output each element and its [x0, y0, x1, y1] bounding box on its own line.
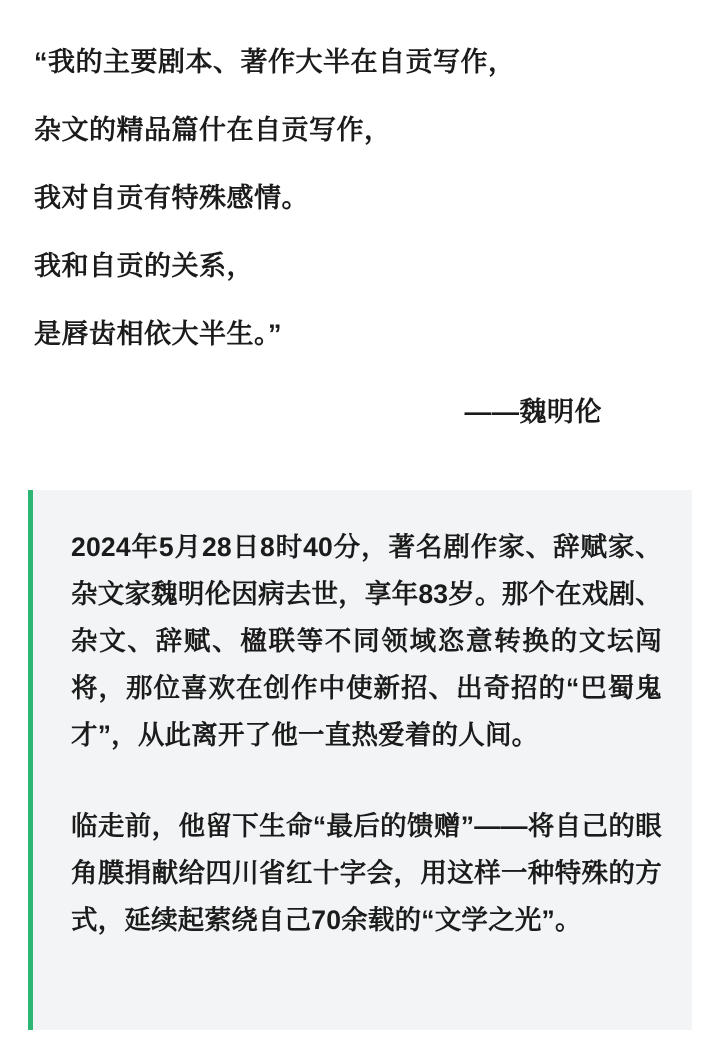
quote-attribution: ——魏明伦 [464, 397, 602, 427]
highlight-callout [28, 490, 692, 1030]
callout-paragraph-2: 临走前，他留下生命“最后的馈赠”——将自己的眼角膜捐献给四川省红十字会，用这样一种特殊的方式，延续起萦绕自己70余载的“文学之光”。 [71, 811, 662, 935]
quote-line-2: 杂文的精品篇什在自贡写作， [34, 115, 392, 145]
quote-line-3: 我对自贡有特殊感情。 [34, 183, 309, 213]
callout-paragraph-1: 2024年5月28日8时40分，著名剧作家、辞赋家、杂文家魏明伦因病去世，享年83岁。那个在戏剧、杂文、辞赋、楹联等不同领域恣意转换的文坛闯将，那位喜欢在创作中使新招、出奇招的“巴蜀鬼才”，从此离开了他一直热爱着的人间。 [71, 532, 662, 750]
quote-line-1: “我的主要剧本、著作大半在自贡写作， [34, 47, 516, 77]
quote-line-4: 我和自贡的关系， [34, 251, 254, 281]
quote-line-5: 是唇齿相依大半生。” [34, 319, 282, 349]
pull-quote [0, 0, 720, 446]
